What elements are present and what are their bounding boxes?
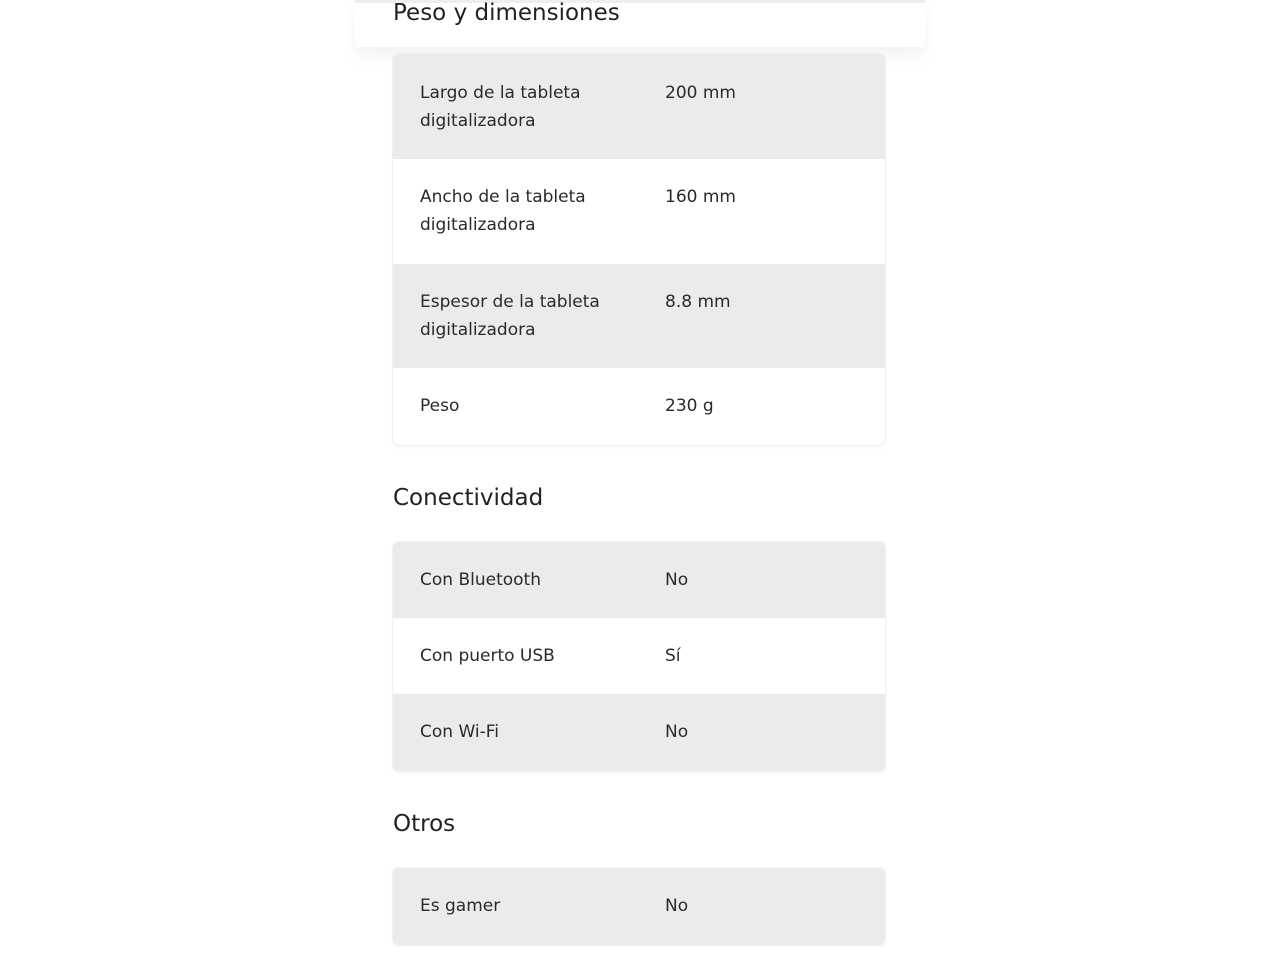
spec-row bbox=[393, 159, 885, 264]
section-title-conectividad: Conectividad bbox=[393, 485, 544, 511]
spec-value: 8.8 mm bbox=[665, 292, 731, 312]
spec-label: Con Wi-Fi bbox=[420, 722, 500, 742]
spec-row bbox=[393, 368, 885, 445]
spec-value: 160 mm bbox=[665, 187, 736, 207]
spec-row bbox=[393, 54, 885, 159]
spec-label: Peso bbox=[420, 396, 460, 416]
spec-value: No bbox=[665, 722, 689, 742]
section-title-otros: Otros bbox=[393, 811, 456, 837]
spec-table-conectividad bbox=[393, 542, 885, 771]
spec-value: No bbox=[665, 570, 689, 590]
spec-row bbox=[393, 868, 885, 945]
spec-label: Espesor de la tableta digitalizadora bbox=[420, 292, 600, 340]
spec-row bbox=[393, 264, 885, 368]
section-title-peso-dimensiones: Peso y dimensiones bbox=[393, 0, 620, 26]
spec-row bbox=[393, 694, 885, 771]
spec-value: 230 g bbox=[665, 396, 714, 416]
spec-row bbox=[393, 542, 885, 618]
spec-table-peso-dimensiones bbox=[393, 54, 885, 445]
spec-table-otros bbox=[393, 868, 885, 945]
spec-value: No bbox=[665, 896, 689, 916]
spec-label: Largo de la tableta digitalizadora bbox=[420, 83, 581, 131]
spec-label: Ancho de la tableta digitalizadora bbox=[420, 187, 586, 235]
sticky-section-header bbox=[355, 0, 925, 47]
spec-label: Con puerto USB bbox=[420, 646, 555, 666]
spec-label: Es gamer bbox=[420, 896, 501, 916]
spec-value: 200 mm bbox=[665, 83, 736, 103]
spec-row bbox=[393, 618, 885, 694]
spec-value: Sí bbox=[665, 646, 681, 666]
spec-label: Con Bluetooth bbox=[420, 570, 541, 590]
